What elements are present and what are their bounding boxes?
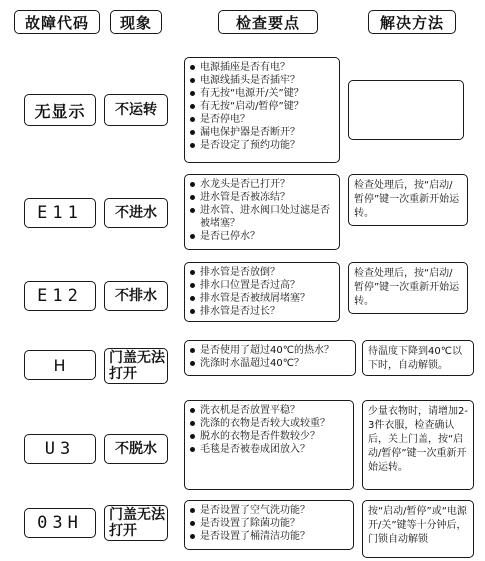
symptom: 不运转	[104, 94, 168, 126]
check-item: 进水管是否被冻结？	[190, 191, 335, 204]
check-item: 排水口位置是否过高？	[190, 279, 335, 292]
solution: 检查处理后，按“启动/暂停”键一次重新开始运转。	[348, 262, 468, 314]
check-item: 排水管是否过长？	[190, 305, 335, 318]
check-item: 电源线插头是否插牢？	[190, 74, 335, 87]
fault-code: 无显示	[24, 94, 96, 126]
check-item: 漏电保护器是否断开？	[190, 126, 335, 139]
check-item: 电源插座是否有电？	[190, 61, 335, 74]
solution: 按“启动/暂停”或“电源开/关”键等十分钟后，门锁自动解锁	[362, 500, 474, 558]
check-item: 是否使用了超过40℃的热水？	[190, 344, 351, 357]
check-item: 排水管是否被绒屑堵塞？	[190, 292, 335, 305]
check-item: 排水管是否放倒？	[190, 266, 335, 279]
check-item: 进水管、进水阀口处过滤是否被堵塞？	[190, 204, 335, 230]
check-points	[184, 262, 340, 322]
check-item: 有无按“电源开/关”键？	[190, 87, 335, 100]
solution: 待温度下降到40℃以下时，自动解锁。	[362, 340, 474, 376]
check-item: 洗涤的衣物是否较大或较重？	[190, 417, 349, 430]
check-item: 水龙头是否已打开？	[190, 178, 335, 191]
check-item: 有无按“启动/暂停”键？	[190, 100, 335, 113]
check-item: 洗衣机是否放置平稳？	[190, 404, 349, 417]
header-symptom: 现象	[110, 10, 162, 34]
symptom: 门盖无法打开	[104, 505, 168, 541]
symptom: 门盖无法打开	[104, 348, 168, 384]
header-code: 故障代码	[14, 10, 100, 34]
fault-code: H	[24, 350, 96, 380]
check-item: 是否设置了空气洗功能？	[190, 504, 349, 517]
check-points	[184, 174, 340, 250]
solution	[348, 80, 464, 140]
check-item: 是否设置了除菌功能？	[190, 517, 349, 530]
solution: 少量衣物时，请增加2-3件衣服，检查确认后，关上门盖，按“启动/暂停”键一次重新开始运转。	[362, 400, 474, 490]
header-solution: 解决方法	[368, 10, 456, 34]
header-check: 检查要点	[218, 10, 318, 34]
check-item: 毛毯是否被卷成团放入？	[190, 443, 349, 456]
symptom: 不排水	[104, 281, 168, 311]
symptom: 不脱水	[104, 434, 168, 464]
fault-code: 03H	[24, 508, 96, 538]
check-item: 脱水的衣物是否件数较少？	[190, 430, 349, 443]
check-item: 是否设定了预约功能？	[190, 139, 335, 152]
symptom: 不进水	[104, 198, 168, 228]
fault-code: U3	[24, 434, 96, 464]
check-item: 洗涤时水温超过40℃？	[190, 357, 351, 370]
check-points	[184, 400, 354, 490]
check-points	[184, 57, 340, 163]
fault-code: E11	[24, 198, 96, 228]
check-points	[184, 500, 354, 550]
solution: 检查处理后，按“启动/暂停”键一次重新开始运转。	[348, 174, 468, 226]
fault-code: E12	[24, 281, 96, 311]
check-item: 是否停电？	[190, 113, 335, 126]
check-item: 是否设置了桶清洁功能？	[190, 530, 349, 543]
check-points	[184, 340, 356, 376]
check-item: 是否已停水？	[190, 230, 335, 243]
